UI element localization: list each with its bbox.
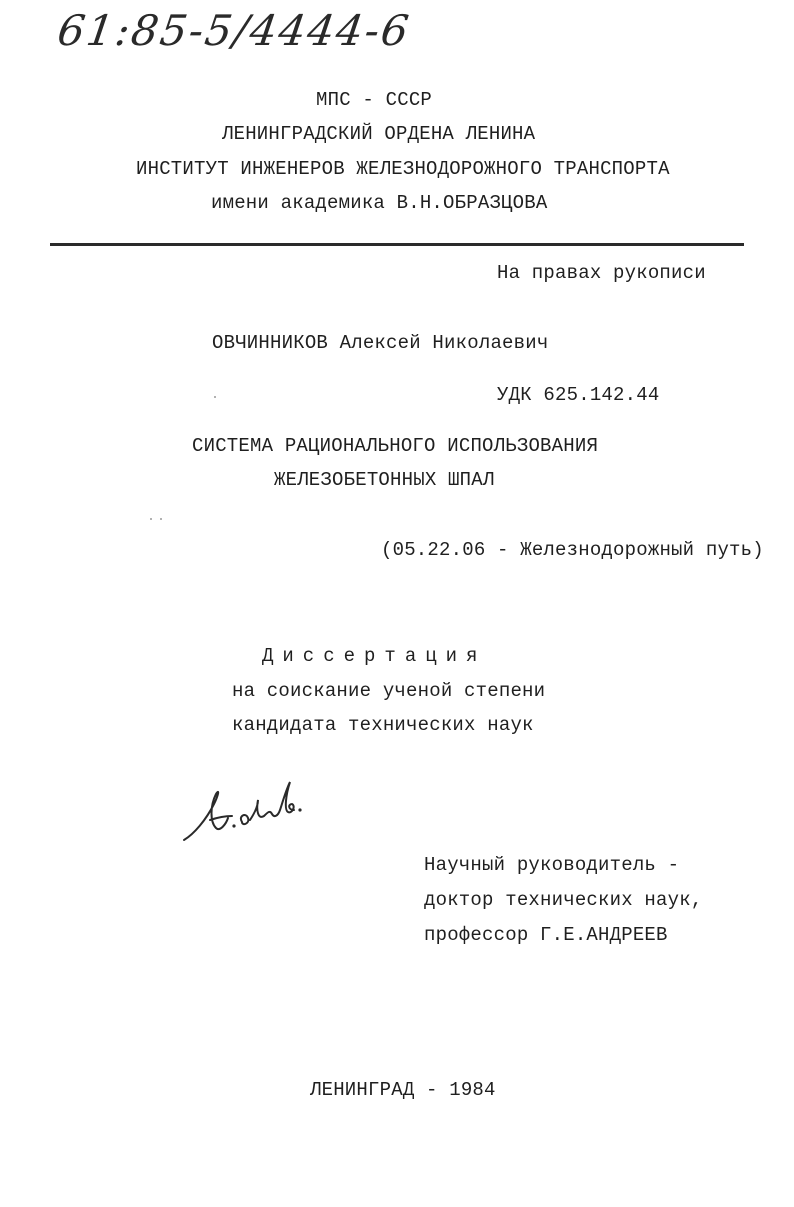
scan-speck — [160, 518, 162, 520]
city-year: ЛЕНИНГРАД - 1984 — [310, 1079, 496, 1101]
rights-notice: На правах рукописи — [497, 262, 706, 284]
author-name: ОВЧИННИКОВ Алексей Николаевич — [212, 332, 549, 354]
header-named-after: имени академика В.Н.ОБРАЗЦОВА — [211, 192, 548, 214]
signature-text: А.Овч. — [180, 776, 184, 777]
advisor-degree: доктор технических наук, — [424, 889, 703, 911]
header-divider — [50, 243, 744, 246]
signature — [180, 776, 310, 848]
header-institute-order: ЛЕНИНГРАДСКИЙ ОРДЕНА ЛЕНИНА — [222, 123, 536, 145]
doc-type-field: кандидата технических наук — [232, 714, 534, 736]
scan-speck — [214, 396, 216, 398]
doc-type-heading: Диссертация — [262, 645, 487, 667]
doc-type-degree: на соискание ученой степени — [232, 680, 546, 702]
archive-code-handwritten: 61:85-5/4444-6 — [54, 6, 414, 55]
header-institute-name: ИНСТИТУТ ИНЖЕНЕРОВ ЖЕЛЕЗНОДОРОЖНОГО ТРАНСПОРТА — [136, 158, 670, 180]
udc-code: УДК 625.142.44 — [497, 384, 660, 406]
advisor-name: профессор Г.Е.АНДРЕЕВ — [424, 924, 668, 946]
thesis-title-line-1: СИСТЕМА РАЦИОНАЛЬНОГО ИСПОЛЬЗОВАНИЯ — [192, 435, 599, 457]
advisor-role: Научный руководитель - — [424, 854, 680, 876]
scan-speck — [150, 518, 152, 520]
thesis-title-line-2: ЖЕЛЕЗОБЕТОННЫХ ШПАЛ — [274, 469, 495, 491]
header-ministry: МПС - СССР — [316, 89, 433, 111]
specialty-code: (05.22.06 - Железнодорожный путь) — [381, 539, 764, 561]
